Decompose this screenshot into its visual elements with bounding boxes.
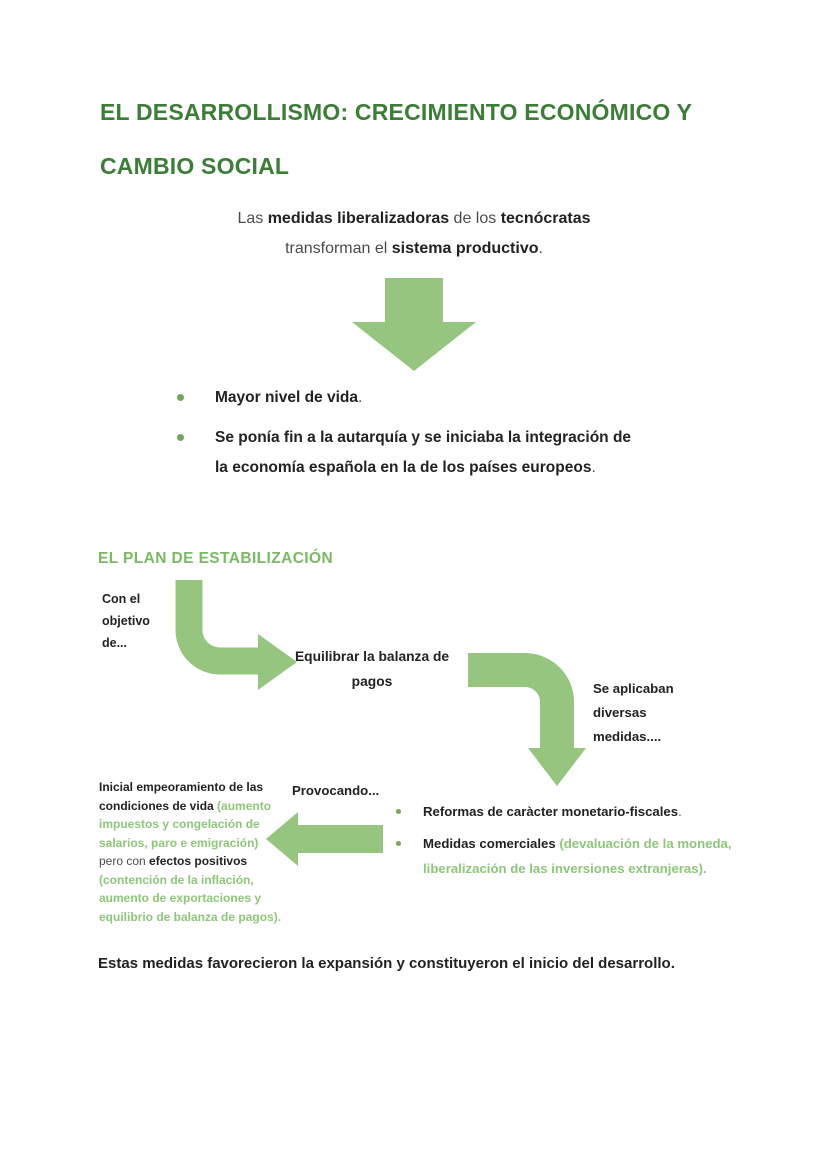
measures-list xyxy=(423,799,768,881)
text-segment: (devaluación de la moneda, liberalización de las inversiones extranjeras). xyxy=(423,836,732,876)
text-segment: . xyxy=(591,459,596,476)
objective-label: Con el objetivo de... xyxy=(102,592,150,650)
closing-statement: Estas medidas favorecieron la expansión y constituyeron el inicio del desarrollo. xyxy=(98,955,675,972)
consequences-note xyxy=(99,778,285,926)
text-segment: efectos positivos xyxy=(149,854,248,868)
bullet-dot-icon xyxy=(396,809,401,814)
text-segment: sistema productivo xyxy=(391,240,539,257)
elbow-right-down-arrow-icon xyxy=(468,670,586,786)
bullet-dot-icon xyxy=(177,434,184,441)
page-title-line1: EL DESARROLLISMO: CRECIMIENTO ECONÓMICO Y xyxy=(100,99,693,125)
text-segment: . xyxy=(538,240,543,257)
intro-paragraph xyxy=(154,204,674,264)
text-segment: . xyxy=(678,804,682,819)
list-item xyxy=(215,423,745,483)
measures-label: Se aplicaban diversas medidas.... xyxy=(593,681,674,744)
text-segment: Mayor nivel de vida xyxy=(215,389,358,406)
list-item xyxy=(423,799,768,824)
text-segment: transforman el xyxy=(285,240,392,257)
text-segment: medidas liberalizadoras xyxy=(267,210,450,227)
objective-text: Equilibrar la balanza de pagos xyxy=(294,649,450,689)
text-segment: Se ponía fin a la autarquía y se iniciaba la integración de xyxy=(215,429,632,446)
provoking-label: Provocando... xyxy=(292,783,380,798)
section-heading: EL PLAN DE ESTABILIZACIÓN xyxy=(98,550,334,567)
list-item xyxy=(215,383,745,413)
text-segment: Reformas de caràcter monetario-fiscales xyxy=(423,804,679,819)
text-segment: la economía española en la de los países europeos xyxy=(215,459,592,476)
text-segment: tecnócratas xyxy=(500,210,591,227)
text-segment: (contención de la inflación, aumento de exportaciones y equilibrio de balanza de pagos). xyxy=(99,872,282,924)
text-segment: de los xyxy=(449,210,501,227)
text-segment: Las xyxy=(237,210,268,227)
list-item xyxy=(423,831,768,881)
bullet-dot-icon xyxy=(396,841,401,846)
outcomes-list xyxy=(215,383,745,483)
bullet-dot-icon xyxy=(177,394,184,401)
page-title-line2: CAMBIO SOCIAL xyxy=(100,153,290,179)
elbow-down-right-arrow-icon xyxy=(189,580,297,690)
text-segment: pero con xyxy=(99,854,150,868)
text-segment: Inicial empeoramiento de las condiciones de vida xyxy=(99,780,264,813)
text-segment: Medidas comerciales xyxy=(423,836,560,851)
down-arrow-icon xyxy=(352,278,476,371)
text-segment: (aumento impuestos y congelación de salarios, paro e emigración) xyxy=(99,798,272,850)
text-segment: . xyxy=(358,389,363,406)
